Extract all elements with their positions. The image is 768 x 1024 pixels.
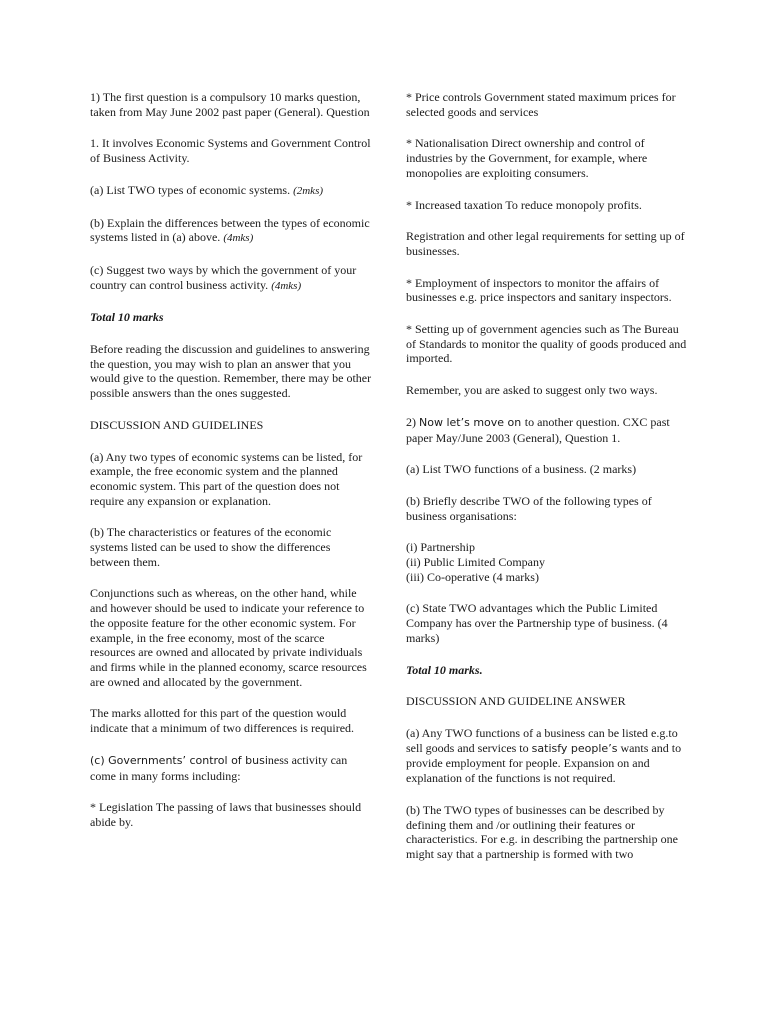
option-partnership: (i) Partnership (406, 540, 475, 555)
price-controls-item: * Price controls Government stated maximum prices for selected goods and services (406, 90, 676, 119)
question-2b-options (406, 540, 688, 584)
inspectors-item: * Employment of inspectors to monitor the affairs of businesses e.g. price inspectors and sanitary inspectors. (406, 275, 672, 305)
question-a-text: (a) List TWO types of economic systems. (90, 182, 291, 197)
answer-c (90, 753, 372, 783)
question-2-number: 2) (406, 414, 419, 429)
marks-allotted-paragraph: The marks allotted for this part of the question would indicate that a minimum of two differences is required. (90, 706, 355, 736)
question-2-intro (406, 415, 688, 445)
answer-a: (a) Any two types of economic systems can be listed, for example, the free economic system and the planned economic system. This part of the question does not require any expansion or explanation. (90, 449, 363, 508)
question-b-text: (b) Explain the differences between the types of economic systems listed in (a) above. (90, 215, 370, 245)
answer-c-sans: (c) Governments’ control of busi (90, 753, 268, 767)
answer-2a-sans: satisfy people’s (531, 741, 618, 755)
question-2-sans: Now let’s move on (419, 415, 525, 429)
registration-item: Registration and other legal requirements for setting up of businesses. (406, 229, 685, 258)
question-2a: (a) List TWO functions of a business. (2 marks) (406, 462, 637, 477)
option-public-limited: (ii) Public Limited Company (406, 555, 545, 570)
taxation-item: * Increased taxation To reduce monopoly profits. (406, 197, 642, 212)
left-column (90, 90, 372, 847)
question-b-marks: (4mks) (223, 232, 254, 245)
legislation-item: * Legislation The passing of laws that businesses should abide by. (90, 800, 362, 829)
total-marks-2: Total 10 marks. (406, 662, 483, 677)
option-cooperative: (iii) Co-operative (4 marks) (406, 569, 539, 584)
agencies-item: * Setting up of government agencies such as The Bureau of Standards to monitor the quality of goods produced and imported. (406, 322, 687, 366)
question-b (90, 216, 372, 246)
remember-note: Remember, you are asked to suggest only two ways. (406, 383, 658, 398)
q1-intro: 1) The first question is a compulsory 10 marks question, taken from May June 2002 past paper (General). Question (90, 90, 370, 119)
answer-c-rest: ness activity can come in many forms including: (90, 752, 348, 783)
question-a-marks: (2mks) (293, 184, 324, 197)
q1-text: 1. It involves Economic Systems and Government Control of Business Activity. (90, 136, 371, 166)
question-2c: (c) State TWO advantages which the Public Limited Company has over the Partnership type of business. (4 marks) (406, 601, 668, 645)
discussion-heading: DISCUSSION AND GUIDELINES (90, 417, 264, 432)
question-c-text: (c) Suggest two ways by which the government of your country can control business activity. (90, 262, 357, 292)
question-2b: (b) Briefly describe TWO of the following types of business organisations: (406, 493, 652, 523)
answer-2a-pre: (a) Any TWO functions of a business can be listed e.g.to sell goods and services to (406, 725, 678, 755)
total-marks: Total 10 marks (90, 310, 164, 325)
discussion-heading-2: DISCUSSION AND GUIDELINE ANSWER (406, 694, 626, 709)
question-2-rest: to another question. CXC past paper May/June 2003 (General), Question 1. (406, 414, 670, 445)
question-c-marks: (4mks) (271, 279, 302, 292)
question-c (90, 263, 372, 293)
nationalisation-item: * Nationalisation Direct ownership and control of industries by the Government, for example, where monopolies are exploiting consumers. (406, 136, 648, 180)
right-column (406, 90, 688, 879)
question-a (90, 183, 372, 199)
answer-2a (406, 726, 688, 786)
answer-b: (b) The characteristics or features of the economic systems listed can be used to show the differences between them. (90, 525, 332, 569)
before-reading-note: Before reading the discussion and guidelines to answering the question, you may wish to plan an answer that you would give to the question. Remember, there may be other possible answers than the ones suggested. (90, 342, 372, 401)
conjunctions-paragraph: Conjunctions such as whereas, on the other hand, while and however should be used to indicate your reference to the opposite feature for the other economic system. For example, in the free economy, most of the scarce resources are owned and allocated by private individuals and firms while in the planned economy, scarce resources are owned and allocated by the government. (90, 586, 367, 689)
answer-2a-post: wants and to provide employment for people. Expansion on and explanation of the functions is not required. (406, 740, 682, 786)
answer-2b: (b) The TWO types of businesses can be described by defining them and /or outlining their features or characteristics. For e.g. in describing the partnership one might say that a partnership is formed with two (406, 802, 678, 861)
